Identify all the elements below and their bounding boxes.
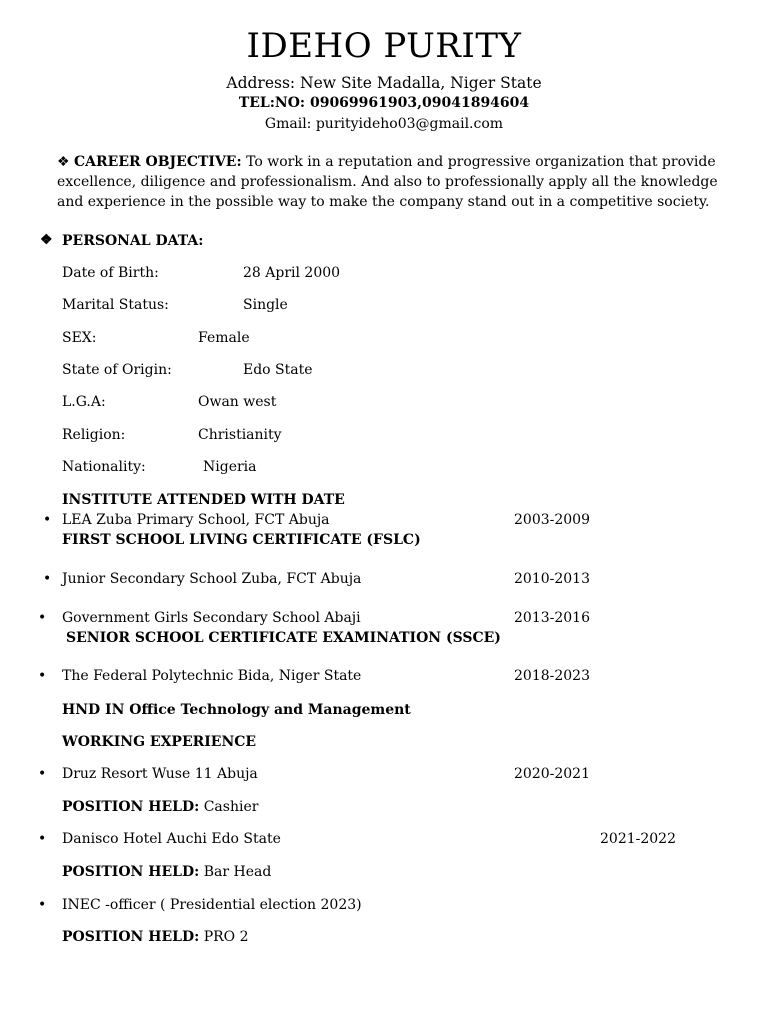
bullet-icon: • [38,766,47,782]
work-years: 2021-2022 [600,831,676,847]
position-held-value: Bar Head [199,864,272,880]
personal-data-heading: PERSONAL DATA: [62,233,204,249]
lga-label: L.G.A: [62,394,106,410]
position-held-label: POSITION HELD: [62,799,200,815]
state-of-origin-label: State of Origin: [62,362,172,378]
workplace-name: Danisco Hotel Auchi Edo State [62,831,281,847]
position-held-value: Cashier [199,799,259,815]
career-objective-label: CAREER OBJECTIVE: [74,154,242,170]
school-years: 2010-2013 [514,571,590,587]
position-held-label: POSITION HELD: [62,929,200,945]
school-name: Junior Secondary School Zuba, FCT Abuja [62,571,362,587]
school-years: 2018-2023 [514,668,590,684]
marital-status-label: Marital Status: [62,297,169,313]
position-held [62,929,249,945]
nationality-label: Nationality: [62,459,146,475]
school-years: 2003-2009 [514,512,590,528]
school-name: Government Girls Secondary School Abaji [62,610,361,626]
religion-label: Religion: [62,427,126,443]
position-held-value: PRO 2 [199,929,249,945]
state-of-origin-value: Edo State [243,362,313,378]
address-line: Address: New Site Madalla, Niger State [226,74,542,92]
workplace-name: INEC -officer ( Presidential election 2023) [62,897,362,913]
school-name: The Federal Polytechnic Bida, Niger State [62,668,362,684]
career-objective [57,152,722,212]
lga-value: Owan west [198,394,277,410]
certificate-name: FIRST SCHOOL LIVING CERTIFICATE (FSLC) [62,532,421,548]
sex-label: SEX: [62,330,97,346]
certificate-name: SENIOR SCHOOL CERTIFICATE EXAMINATION (SSCE) [66,630,501,646]
diamond-bullet-icon: ❖ [57,154,70,170]
bullet-icon: • [43,512,52,528]
school-years: 2013-2016 [514,610,590,626]
nationality-value: Nigeria [203,459,257,475]
marital-status-value: Single [243,297,288,313]
bullet-icon: • [38,610,47,626]
sex-value: Female [198,330,250,346]
religion-value: Christianity [198,427,282,443]
bullet-icon: • [38,668,47,684]
school-name: LEA Zuba Primary School, FCT Abuja [62,512,330,528]
education-heading: INSTITUTE ATTENDED WITH DATE [62,492,345,508]
dob-value: 28 April 2000 [243,265,341,281]
bullet-icon: • [38,897,47,913]
phone-line: TEL:NO: 09069961903,09041894604 [238,95,530,111]
email-line: Gmail: purityideho03@gmail.com [264,116,504,132]
workplace-name: Druz Resort Wuse 11 Abuja [62,766,258,782]
diamond-bullet-icon: ❖ [40,232,53,248]
dob-label: Date of Birth: [62,265,159,281]
work-years: 2020-2021 [514,766,590,782]
position-held-label: POSITION HELD: [62,864,200,880]
work-experience-heading: WORKING EXPERIENCE [62,734,257,750]
position-held [62,799,258,815]
applicant-name: IDEHO PURITY [246,26,522,66]
position-held [62,864,271,880]
bullet-icon: • [43,571,52,587]
career-objective-text: To work in a reputation and progressive organization that provide excellence, diligence and professionalism. And also to professionally apply all the knowledge and experience in the possible way to make the company stand out in a competitive society. [57,154,718,210]
certificate-name: HND IN Office Technology and Management [62,702,411,718]
bullet-icon: • [38,831,47,847]
